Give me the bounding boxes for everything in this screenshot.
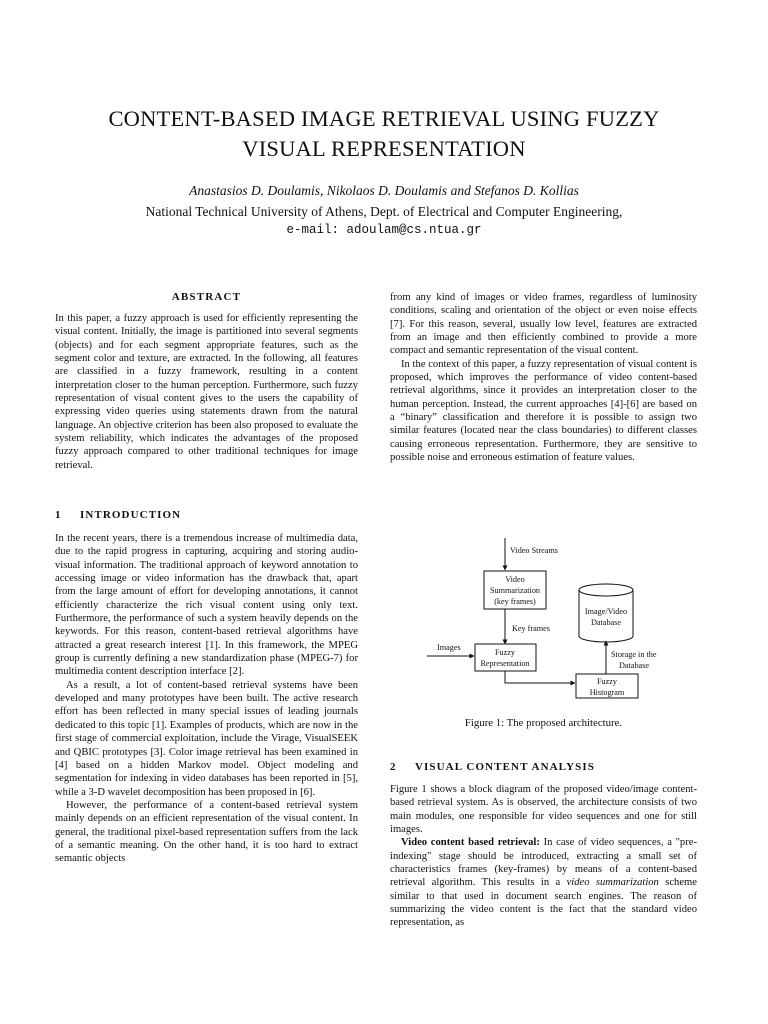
section-2-paragraph-2 (390, 836, 697, 929)
abstract-paragraph: In this paper, a fuzzy approach is used for efficiently representing the visual content. Initially, the image is partitioned into several segments (objects) and for each segment appropriate features, such as the segment color and texture, are extracted. In the following, all features are classified in a fuzzy framework, resulting in a content interpretation closer to the human perception. Furthermore, such fuzzy representation of visual content gives to the users the capability of expressing video queries using statements drawn from the natural language. An objective criterion has been also proposed to evaluate the system reliability, which indicates the advantages of the proposed fuzzy approach compared to other traditional techniques for image retrieval. (55, 313, 358, 471)
introduction-body (55, 532, 358, 866)
intro-paragraph-3-continued: from any kind of images or video frames, regardless of luminosity conditions, scaling and orientation of the object or even noise effects [7]. For this reason, several, usually low level, features are extracted from an image and then efficiently combined to provide a more compact and semantic representation of the visual content. (390, 292, 697, 357)
to-histogram-arrow (505, 671, 575, 683)
video-retrieval-run-in-heading: Video content based retrieval: (401, 837, 540, 849)
figure-1-caption: Figure 1: The proposed architecture. (464, 717, 623, 729)
right-column-intro-continued (390, 291, 697, 464)
label-key-frames: Key frames (512, 624, 550, 633)
label-hist-2: Histogram (589, 688, 625, 697)
label-storage-2: Database (619, 661, 650, 670)
abstract-body (55, 312, 358, 472)
paragraph-text-a: In case of video sequences, a "pre-indexing" stage should be introduced, extracting a small set of characteristics frames (key-frames) by means of a content-based retrieval algorithm. This results in a (390, 837, 697, 889)
label-db-2: Database (590, 618, 622, 627)
intro-paragraph-4: In the context of this paper, a fuzzy representation of visual content is proposed, which improves the performance of video content-based retrieval algorithms, since it provides an interpretation closer to the human perception. Instead, the current approaches [4]-[6] are based on a “binary” classification and therefore it is possible to assign two similar features (located near the class boundaries) to different classes causing erroneous representation. Furthermore, they are sensitive to possible noise and erroneous estimation of feature values. (390, 358, 697, 464)
section-2-paragraph-1: Figure 1 shows a block diagram of the proposed video/image content-based retrieval system. As is observed, the architecture consists of two main modules, one responsible for video sequences and one for still images. (390, 784, 697, 836)
label-summ-2: Summarization (489, 586, 541, 595)
label-summ-1: Video (505, 575, 525, 584)
database-cylinder (579, 590, 633, 642)
architecture-diagram (424, 538, 668, 697)
video-summarization-term: video summarization (566, 877, 659, 889)
intro-paragraph-2: As a result, a lot of content-based retrieval systems have been developed and many prototypes have been built. The active research effort has been reflected in many special issues of leading journals dedicated to this topic [1]. Examples of products, which are now in the first stage of commercial exploitation, include the Virage, VisualSEEK and QBIC prototypes [3]. Color image retrieval has been examined in [4] based on a hidden Markov model. Object modeling and segmentation for indexing in video databases has been reported in [5], while a 3-D wavelet decomposition has been proposed in [6]. (55, 679, 358, 798)
paper-title (40, 104, 728, 164)
label-db-1: Image/Video (584, 607, 628, 616)
affiliation: National Technical University of Athens, Dept. of Electrical and Computer Engineering, (145, 204, 623, 219)
section-title: INTRODUCTION (80, 509, 182, 521)
section-number: 2 (390, 761, 397, 773)
section-1-heading (55, 509, 181, 521)
author-list: Anastasios D. Doulamis, Nikolaos D. Doulamis and Stefanos D. Kollias (189, 183, 579, 198)
database-cylinder-top (579, 584, 633, 596)
intro-paragraph-3: However, the performance of a content-based retrieval system mainly depends on an efficient representation of the visual content. In general, the traditional pixel-based representation suffers from the lack of a semantic meaning. On the other hand, it is too hard to extract semantic objects (55, 799, 358, 865)
label-fuzzy-rep-1: Fuzzy (494, 648, 516, 657)
paragraph-text-b: scheme similar to that used in document search engines. The reason of summarizing the video content is the fact that the standard video representation, as (390, 877, 697, 929)
intro-paragraph-1: In the recent years, there is a tremendous increase of multimedia data, due to the rapid progress in capturing, acquiring and storing audio-visual information. The traditional approach of keyword annotation to accessing image or video information has the drawback that, apart from the large amount of effort for developing annotations, it cannot efficiently characterize the rich visual content using only text. Furthermore, the performance of such a system heavily depends on the keywords. For this reason, content-based retrieval algorithms have attracted a great research interest [1]. In this framework, the MPEG group is currently defining a new standardization phase (MPEG-7) for multimedia content description interface [2]. (55, 533, 358, 678)
email-address: e-mail: adoulam@cs.ntua.gr (286, 223, 482, 237)
label-video-streams: Video Streams (510, 546, 558, 555)
section-2-heading (390, 761, 595, 773)
label-fuzzy-rep-2: Representation (480, 659, 530, 668)
label-hist-1: Fuzzy (596, 677, 618, 686)
title-line-2: VISUAL REPRESENTATION (242, 136, 526, 161)
section-title: VISUAL CONTENT ANALYSIS (415, 761, 595, 773)
label-summ-3: (key frames) (494, 597, 536, 606)
title-line-1: CONTENT-BASED IMAGE RETRIEVAL USING FUZZY (108, 106, 660, 131)
section-2-body (390, 783, 697, 930)
abstract-heading: ABSTRACT (171, 291, 242, 303)
label-images: Images (437, 643, 461, 652)
label-storage-1: Storage in the (611, 650, 657, 659)
section-number: 1 (55, 509, 62, 521)
